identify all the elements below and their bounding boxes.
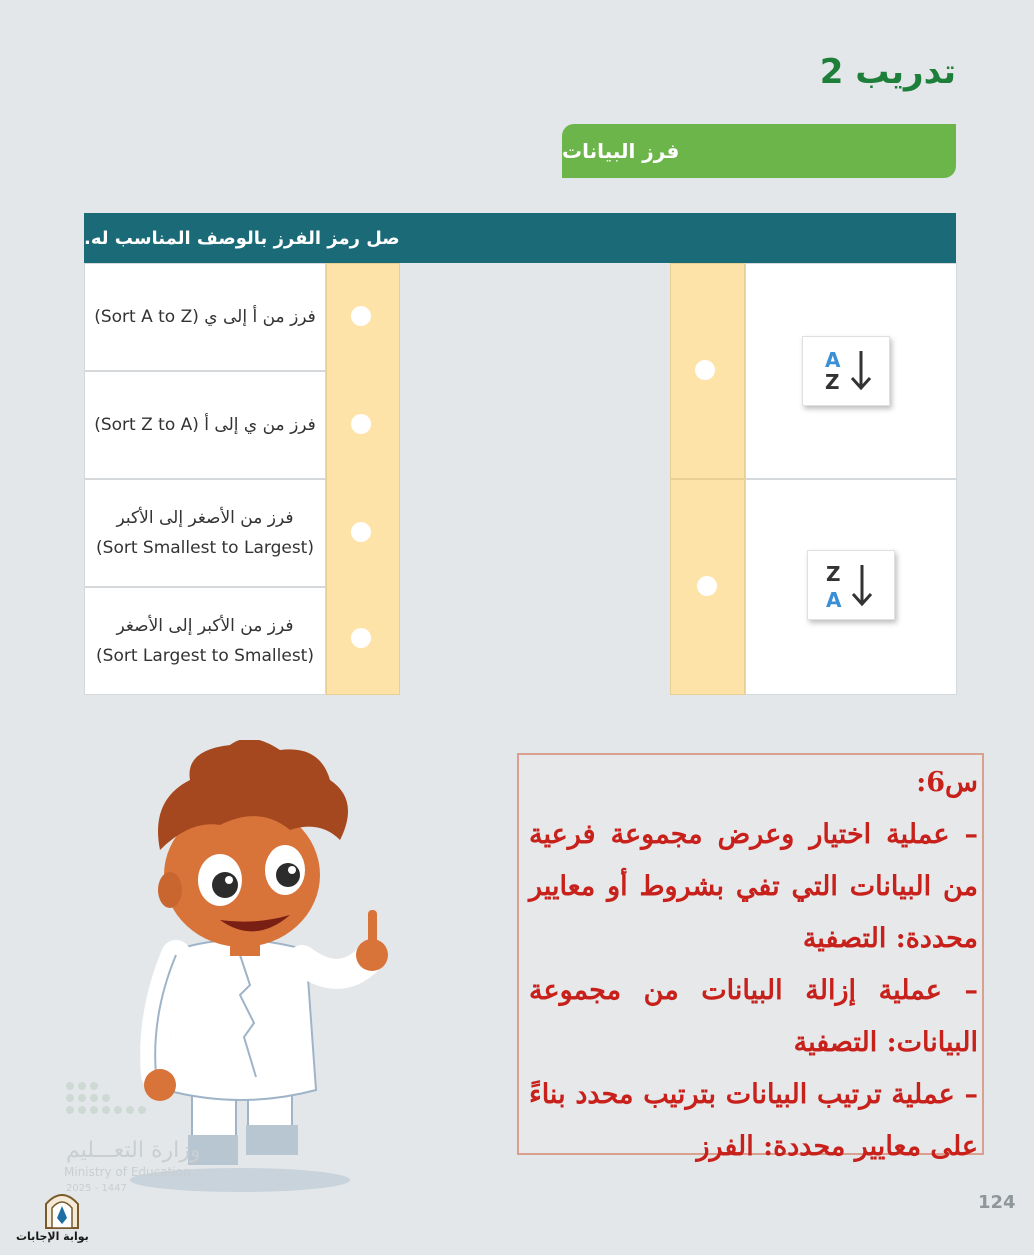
sort-a-to-z-bottom-letter: Z [825, 370, 840, 394]
connect-dot-description-2[interactable] [351, 414, 371, 434]
answer-box [517, 753, 984, 1162]
description-3-line-1: فرز من الأصغر إلى الأكبر [116, 508, 294, 528]
description-2-line-1: فرز من ي إلى أ (Sort Z to A) [94, 415, 316, 435]
description-3-line-2: (Sort Smallest to Largest) [96, 538, 314, 558]
description-1-line-1: فرز من أ إلى ي (Sort A to Z) [94, 307, 316, 327]
answer-point-1: – عملية اختيار وعرض مجموعة فرعية من البيانات التي تفي بشروط أو معايير محددة: التصفية [529, 819, 978, 954]
ministry-year: 2025 - 1447 [66, 1183, 127, 1194]
page-title: تدريب 2 [819, 52, 956, 92]
description-1 [86, 302, 324, 332]
instruction-text: صل رمز الفرز بالوصف المناسب له. [84, 227, 400, 249]
site-logo-icon [42, 1186, 82, 1230]
answer-question: س6: [916, 767, 978, 798]
ministry-logo-icon [64, 1080, 194, 1130]
connect-dot-description-1[interactable] [351, 306, 371, 326]
connect-dot-description-3[interactable] [351, 522, 371, 542]
ministry-name-english: Ministry of Education [64, 1165, 191, 1179]
page-number: 124 [978, 1192, 1016, 1213]
sort-z-to-a-bottom-letter: A [826, 588, 842, 612]
instruction-bar [84, 213, 956, 263]
description-4-line-1: فرز من الأكبر إلى الأصغر [116, 616, 294, 636]
section-tab [562, 124, 956, 178]
sort-a-to-z-top-letter: A [825, 348, 841, 372]
connect-dot-icon-1[interactable] [695, 360, 715, 380]
answer-point-2: – عملية إزالة البيانات من مجموعة البيانات: التصفية [529, 975, 978, 1058]
description-4-line-2: (Sort Largest to Smallest) [96, 646, 314, 666]
character-illustration [80, 740, 400, 1200]
sort-z-to-a-top-letter: Z [826, 562, 841, 586]
answer-point-3: – عملية ترتيب البيانات بترتيب محدد بناءً على معايير محددة: الفرز [529, 1079, 978, 1162]
site-name: بوابة الإجابات [16, 1230, 89, 1243]
description-3 [86, 503, 324, 563]
sort-a-to-z-icon [802, 336, 890, 406]
connect-dot-icon-2[interactable] [697, 576, 717, 596]
ministry-name-arabic: وزارة التعـــليم [66, 1138, 201, 1163]
section-tab-label: فرز البيانات [562, 139, 680, 163]
connect-dot-description-4[interactable] [351, 628, 371, 648]
description-4 [86, 611, 324, 671]
sort-z-to-a-icon [807, 550, 895, 620]
description-2 [86, 410, 324, 440]
